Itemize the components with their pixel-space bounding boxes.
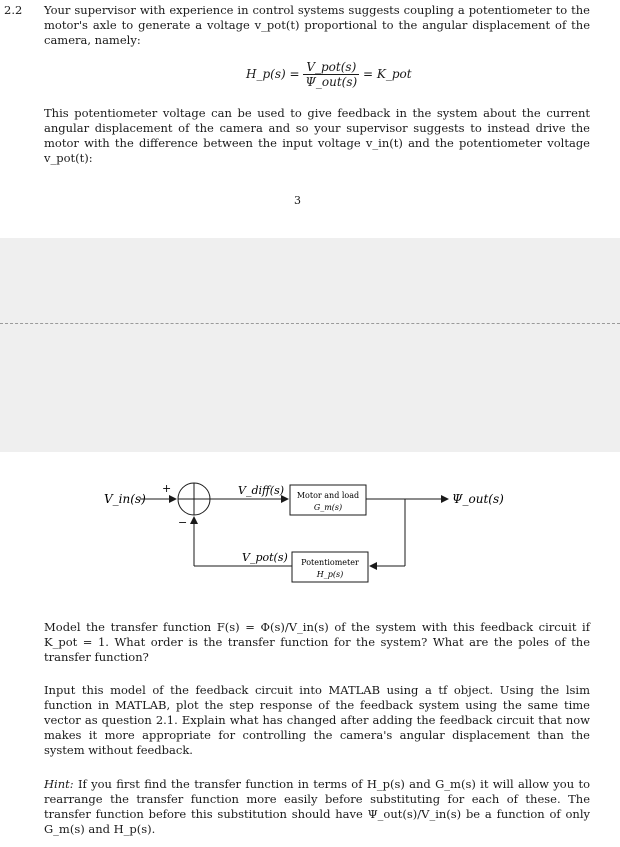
minus-sign: − [178, 516, 188, 529]
output-label: Ψ_out(s) [452, 492, 504, 506]
motor-block-tf: G_m(s) [313, 503, 343, 512]
potentiometer-equation [246, 60, 412, 89]
equation-numerator: V_pot(s) [303, 60, 359, 75]
page-number: 3 [294, 194, 301, 207]
plus-sign: + [162, 482, 172, 495]
question-paragraph: Model the transfer function F(s) = Φ(s)/V_in(s) of the system with this feedback circuit if K_pot = 1. What order is the transfer function for the system? What are the poles of the transfer function? [44, 620, 590, 664]
section-number: 2.2 [4, 3, 23, 17]
page-break-band [0, 238, 620, 452]
pot-block-tf: H_p(s) [316, 570, 344, 579]
motor-block-title: Motor and load [296, 491, 360, 500]
equation-lhs: H_p(s) = [246, 67, 300, 81]
feedback-paragraph: This potentiometer voltage can be used to give feedback in the system about the current angular displacement of the camera and so your supervisor suggests to instead drive the motor with the difference between the input voltage v_in(t) and the potentiometer voltage v_pot(t): [44, 106, 590, 165]
vpot-label: V_pot(s) [242, 551, 288, 564]
equation-rhs: = K_pot [363, 67, 412, 81]
hint-label: Hint: [44, 777, 74, 791]
hint-paragraph [44, 777, 590, 837]
equation-fraction [303, 60, 359, 89]
vdiff-label: V_diff(s) [238, 484, 285, 497]
pot-block-title: Potentiometer [301, 558, 359, 567]
intro-paragraph: Your supervisor with experience in control systems suggests coupling a potentiometer to the motor's axle to generate a voltage v_pot(t) proportional to the angular displacement of the camera, namely: [44, 3, 590, 47]
hint-text: If you first find the transfer function in terms of H_p(s) and G_m(s) it will allow you to rearrange the transfer function more easily before substituting for each of these. The transfer function before this substitution should have Ψ_out(s)/V_in(s) be a function of only G_m(s) and H_p(s). [44, 777, 591, 836]
equation-denominator: Ψ_out(s) [305, 75, 358, 89]
block-diagram [0, 470, 620, 610]
input-label: V_in(s) [104, 492, 146, 506]
page-break-dashed-line [0, 323, 620, 324]
matlab-paragraph: Input this model of the feedback circuit into MATLAB using a tf object. Using the lsim function in MATLAB, plot the step response of the feedback system using the same time vector as question 2.1. Explain what has changed after adding the feedback circuit that now makes it more appropriate for controlling the camera's angular displacement than the system without feedback. [44, 683, 590, 757]
